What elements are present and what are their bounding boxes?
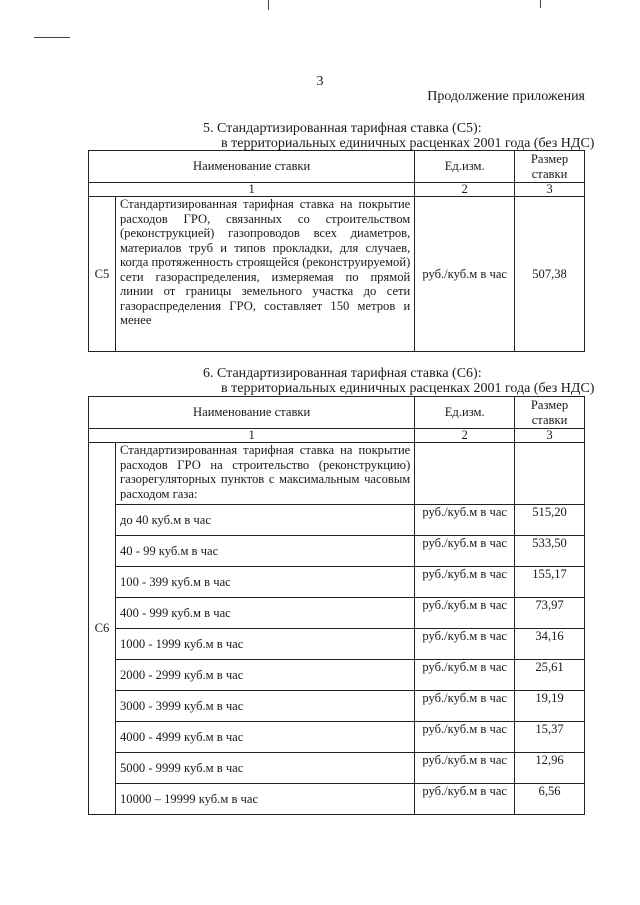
table-row (89, 753, 585, 784)
empty-cell (415, 443, 515, 505)
tariff-table-c6 (88, 396, 585, 815)
flow-range: 400 - 999 куб.м в час (115, 598, 414, 629)
rate-unit: руб./куб.м в час (415, 660, 515, 691)
column-header-rate: Размер ставки (515, 397, 585, 429)
table-row (89, 567, 585, 598)
rate-unit: руб./куб.м в час (415, 536, 515, 567)
rate-unit: руб./куб.м в час (415, 691, 515, 722)
flow-range: 2000 - 2999 куб.м в час (115, 660, 414, 691)
rate-value: 15,37 (515, 722, 585, 753)
column-header-name: Наименование ставки (89, 397, 415, 429)
column-number: 1 (89, 183, 415, 197)
flow-range: 3000 - 3999 куб.м в час (115, 691, 414, 722)
rate-unit: руб./куб.м в час (415, 197, 515, 352)
rate-unit: руб./куб.м в час (415, 567, 515, 598)
rate-code: С5 (89, 197, 116, 352)
scan-mark (268, 0, 269, 10)
rate-value: 19,19 (515, 691, 585, 722)
column-number: 2 (415, 183, 515, 197)
rate-unit: руб./куб.м в час (415, 722, 515, 753)
section-5-title: 5. Стандартизированная тарифная ставка (С5): (203, 121, 482, 136)
flow-range: 4000 - 4999 куб.м в час (115, 722, 414, 753)
rate-value: 155,17 (515, 567, 585, 598)
rate-code: С6 (89, 443, 116, 815)
table-row (89, 505, 585, 536)
rate-value: 507,38 (515, 197, 585, 352)
tariff-table-c5 (88, 150, 585, 352)
table-row (89, 691, 585, 722)
section-6-title: 6. Стандартизированная тарифная ставка (С6): (203, 366, 482, 381)
rate-description: Стандартизированная тарифная ставка на покрытие расходов ГРО на строительство (реконструкцию) газорегуляторных пунктов с максимальным часовым расходом газа: (115, 443, 414, 505)
column-header-name: Наименование ставки (89, 151, 415, 183)
table-row (89, 722, 585, 753)
continuation-note: Продолжение приложения (427, 89, 585, 104)
rate-description: Стандартизированная тарифная ставка на покрытие расходов ГРО, связанных со строительством (реконструкцией) газопроводов всех диаметров, материалов труб и типов прокладки, для случаев, когда протяженность строящейся (реконструируемой) сети газораспределения, измеряемая по прямой линии от границы земельного участка до сети газораспределения ГРО, составляет 150 метров и менее (115, 197, 414, 352)
rate-value: 12,96 (515, 753, 585, 784)
column-header-unit: Ед.изм. (415, 151, 515, 183)
rate-unit: руб./куб.м в час (415, 598, 515, 629)
table-row (89, 536, 585, 567)
flow-range: 5000 - 9999 куб.м в час (115, 753, 414, 784)
column-header-unit: Ед.изм. (415, 397, 515, 429)
rate-value: 533,50 (515, 536, 585, 567)
table-row (89, 660, 585, 691)
rate-unit: руб./куб.м в час (415, 629, 515, 660)
rate-value: 6,56 (515, 784, 585, 815)
table-row (89, 598, 585, 629)
rate-unit: руб./куб.м в час (415, 505, 515, 536)
flow-range: 40 - 99 куб.м в час (115, 536, 414, 567)
column-number: 3 (515, 183, 585, 197)
rate-value: 73,97 (515, 598, 585, 629)
section-6-subtitle: в территориальных единичных расценках 2001 года (без НДС) (221, 381, 595, 396)
flow-range: 1000 - 1999 куб.м в час (115, 629, 414, 660)
rate-unit: руб./куб.м в час (415, 784, 515, 815)
flow-range: 10000 – 19999 куб.м в час (115, 784, 414, 815)
column-number: 2 (415, 429, 515, 443)
rate-value: 25,61 (515, 660, 585, 691)
scan-mark (34, 37, 70, 38)
table-row (89, 629, 585, 660)
page-number: 3 (316, 74, 324, 89)
empty-cell (515, 443, 585, 505)
table-row (89, 784, 585, 815)
scan-mark (540, 0, 541, 8)
column-number: 3 (515, 429, 585, 443)
rate-value: 515,20 (515, 505, 585, 536)
table-row (89, 443, 585, 505)
section-5-subtitle: в территориальных единичных расценках 2001 года (без НДС) (221, 136, 595, 151)
column-number: 1 (89, 429, 415, 443)
rate-unit: руб./куб.м в час (415, 753, 515, 784)
column-header-rate: Размер ставки (515, 151, 585, 183)
flow-range: 100 - 399 куб.м в час (115, 567, 414, 598)
table-row (89, 197, 585, 352)
rate-value: 34,16 (515, 629, 585, 660)
flow-range: до 40 куб.м в час (115, 505, 414, 536)
